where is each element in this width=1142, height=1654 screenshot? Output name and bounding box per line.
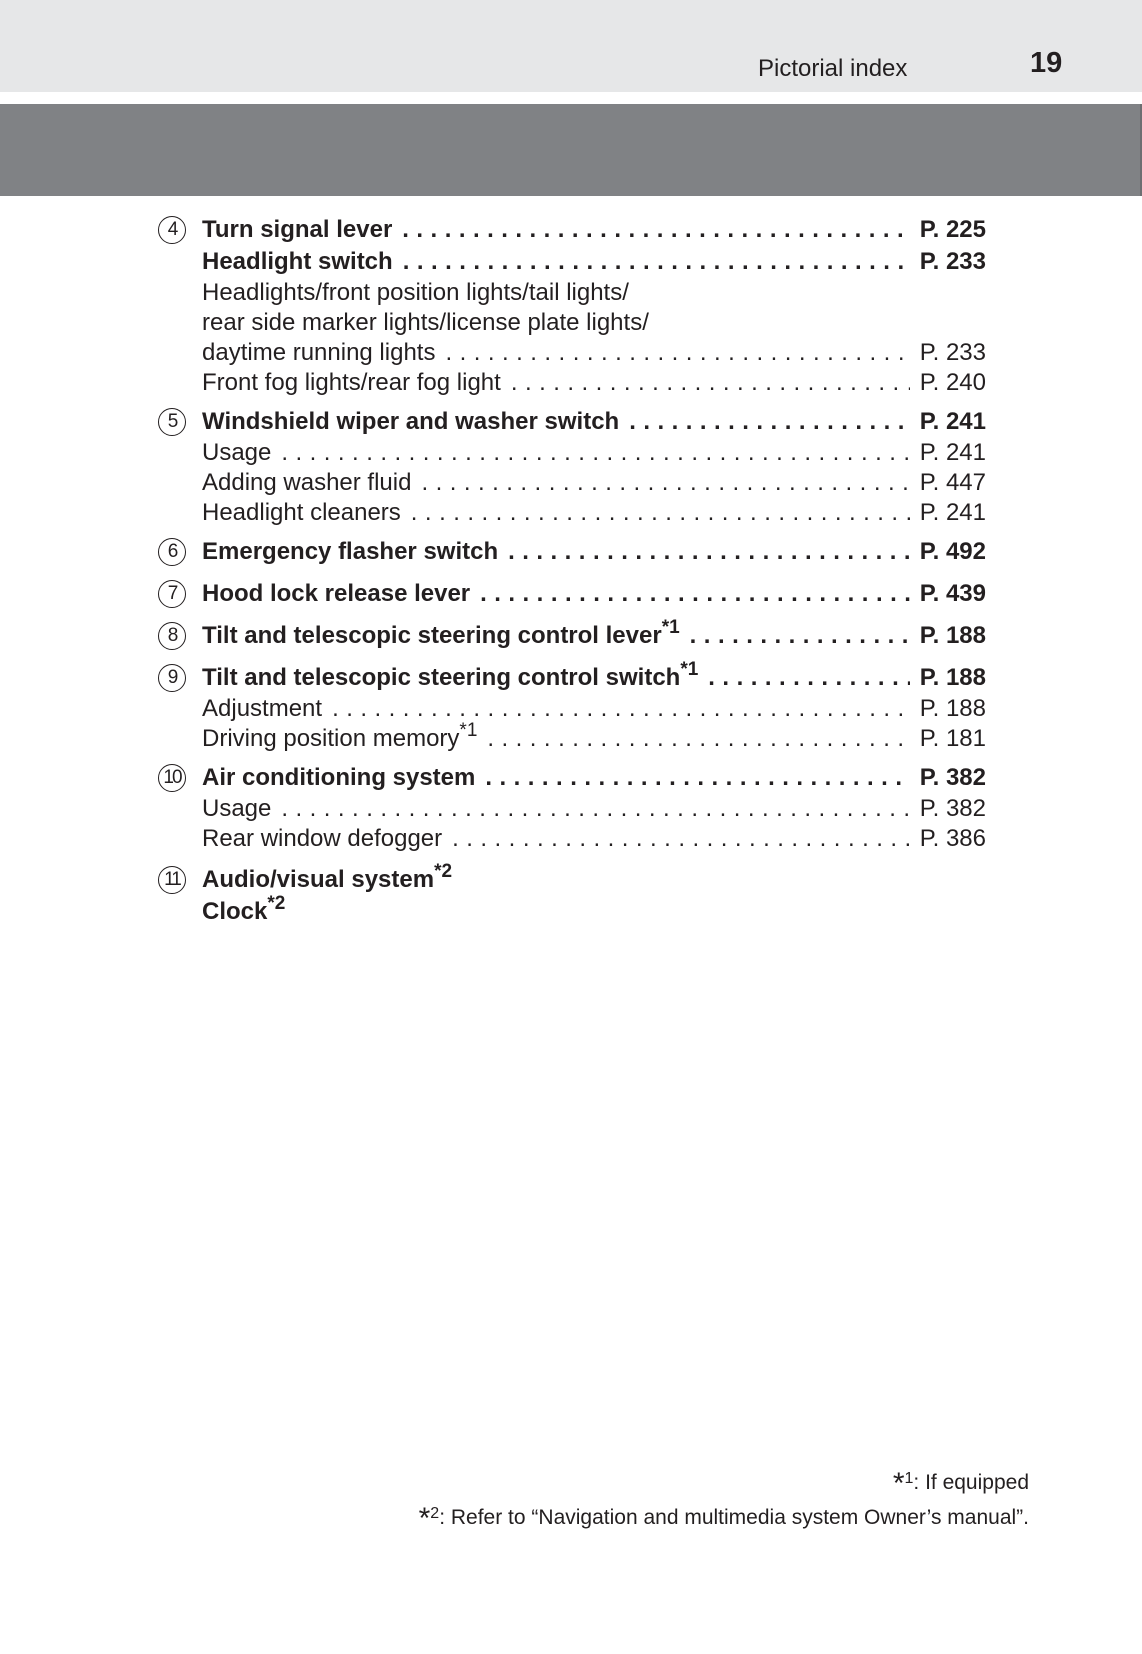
- page-reference: P. 188: [919, 622, 986, 649]
- entry-label: Audio/visual system: [202, 866, 435, 893]
- entry-label-text: daytime running lights: [202, 339, 436, 366]
- entry-subitem-row: [202, 824, 986, 854]
- dot-leader: [403, 246, 910, 278]
- page-reference: P. 181: [919, 725, 986, 752]
- entry-label-text: Usage: [202, 439, 272, 466]
- page-number: 19: [1030, 47, 1063, 79]
- dot-leader: [485, 762, 909, 794]
- entry-label: [202, 824, 442, 854]
- footnote-marker: *1: [661, 617, 680, 638]
- entry-subitem-row: [202, 720, 986, 754]
- page-reference: P. 492: [919, 538, 986, 565]
- entry-number-badge: 8: [158, 622, 186, 650]
- dot-leader: [480, 578, 910, 610]
- entry-label-text: Adding washer fluid: [202, 469, 412, 496]
- entry-label: [202, 438, 271, 468]
- page-reference: P. 382: [919, 795, 986, 822]
- entry-number-badge: 4: [158, 216, 186, 244]
- entry-heading-row: [202, 214, 986, 246]
- dot-leader: [445, 338, 909, 368]
- entry-label: [202, 762, 475, 794]
- footnote-marker: *2: [434, 861, 453, 882]
- page-reference: P. 241: [919, 499, 986, 526]
- entry-subitem: [202, 308, 986, 338]
- entry-label: [202, 617, 680, 652]
- index-entry: [156, 617, 986, 652]
- footnote-number: 2: [430, 1505, 440, 1522]
- header-band: [0, 0, 1142, 92]
- entry-label: Headlights/front position lights/tail lights/: [202, 279, 629, 306]
- entry-heading-row: [202, 578, 986, 610]
- entry-label: [202, 720, 478, 754]
- dot-leader: [281, 794, 909, 824]
- entry-subitem-row: [202, 794, 986, 824]
- footnote-text: : If equipped: [913, 1471, 1029, 1494]
- entry-label-text: Driving position memory: [202, 725, 460, 752]
- page-reference: P. 382: [919, 764, 986, 791]
- entry-number-badge: 6: [158, 538, 186, 566]
- page-reference: P. 188: [919, 664, 986, 691]
- entry-label-text: Usage: [202, 795, 272, 822]
- dot-leader: [452, 824, 910, 854]
- entry-label-text: Front fog lights/rear fog light: [202, 369, 501, 396]
- entry-subitem-row: [202, 368, 986, 398]
- entry-heading-row: [202, 246, 986, 278]
- dot-leader: [411, 498, 910, 528]
- dot-leader: [281, 438, 909, 468]
- dot-leader: [629, 406, 910, 438]
- entry-number-badge: 9: [158, 664, 186, 692]
- entry-heading-row: [202, 659, 986, 694]
- page-reference: P. 188: [919, 695, 986, 722]
- header-divider: [0, 92, 1142, 104]
- index-entry: [156, 536, 986, 568]
- page-reference: P. 225: [919, 216, 986, 243]
- entry-number-badge: 10: [158, 764, 186, 792]
- entry-heading: [202, 893, 986, 928]
- entry-label-text: Headlight switch: [202, 248, 393, 275]
- entry-label-text: Adjustment: [202, 695, 323, 722]
- footnote-star: *: [892, 1467, 905, 1500]
- entry-label-text: Headlight cleaners: [202, 499, 401, 526]
- entry-label-text: Windshield wiper and washer switch: [202, 408, 620, 435]
- dot-leader: [487, 724, 909, 754]
- entry-heading-row: [202, 406, 986, 438]
- dot-leader: [421, 468, 909, 498]
- index-entry: [156, 406, 986, 528]
- entry-label-text: Hood lock release lever: [202, 580, 471, 607]
- entry-label: [202, 406, 619, 438]
- entry-heading-row: [202, 617, 986, 652]
- entry-label-text: Turn signal lever: [202, 216, 393, 243]
- entry-label: [202, 368, 501, 398]
- page-reference: P. 439: [919, 580, 986, 607]
- dot-leader: [708, 662, 909, 694]
- entry-label: Clock: [202, 898, 268, 925]
- pictorial-index-list: [156, 214, 986, 928]
- footnotes: [419, 1464, 1029, 1534]
- entry-number-badge: 5: [158, 408, 186, 436]
- entry-label: [202, 694, 322, 724]
- entry-number-badge: 7: [158, 580, 186, 608]
- entry-label: [202, 468, 411, 498]
- footnote-text: : Refer to “Navigation and multimedia system Owner’s manual”.: [439, 1506, 1029, 1529]
- entry-subitem-row: [202, 468, 986, 498]
- entry-subitem-row: [202, 694, 986, 724]
- footnote-line: [419, 1499, 1029, 1534]
- entry-label: [202, 498, 401, 528]
- entry-label: [202, 659, 699, 694]
- page-reference: P. 447: [919, 469, 986, 496]
- entry-label-text: Air conditioning system: [202, 764, 476, 791]
- footnote-line: [419, 1464, 1029, 1499]
- entry-label-text: Tilt and telescopic steering control lever: [202, 622, 662, 649]
- entry-label: [202, 214, 392, 246]
- entry-heading-row: [202, 536, 986, 568]
- page-reference: P. 386: [919, 825, 986, 852]
- index-entry: [156, 762, 986, 854]
- footnote-star: *: [418, 1502, 431, 1535]
- dot-leader: [332, 694, 910, 724]
- entry-label: [202, 536, 498, 568]
- entry-label: [202, 794, 271, 824]
- page-reference: P. 240: [919, 369, 986, 396]
- entry-subitem: [202, 278, 986, 308]
- footnote-number: 1: [904, 1470, 914, 1487]
- footnote-marker: *1: [459, 720, 478, 741]
- entry-label-text: Emergency flasher switch: [202, 538, 499, 565]
- dot-leader: [508, 536, 910, 568]
- index-entry: [156, 214, 986, 398]
- entry-label: [202, 246, 393, 278]
- entry-number-badge: 11: [158, 866, 186, 894]
- page-reference: P. 241: [919, 439, 986, 466]
- entry-label-text: Tilt and telescopic steering control switch: [202, 664, 681, 691]
- footnote-marker: *2: [267, 893, 286, 914]
- chapter-bar: [0, 104, 1142, 196]
- entry-subitem-row: [202, 438, 986, 468]
- page-reference: P. 241: [919, 408, 986, 435]
- dot-leader: [511, 368, 910, 398]
- entry-label: [202, 338, 435, 368]
- entry-heading: [202, 861, 986, 896]
- index-entry: [156, 861, 986, 928]
- entry-subitem-row: [202, 338, 986, 368]
- entry-label-text: Rear window defogger: [202, 825, 443, 852]
- entry-subitem-row: [202, 498, 986, 528]
- entry-label: rear side marker lights/license plate lights/: [202, 309, 649, 336]
- index-entry: [156, 659, 986, 754]
- entry-label: [202, 578, 470, 610]
- entry-heading-row: [202, 762, 986, 794]
- page-reference: P. 233: [919, 248, 986, 275]
- section-title: Pictorial index: [758, 55, 908, 82]
- page-reference: P. 233: [919, 339, 986, 366]
- index-entry: [156, 578, 986, 610]
- footnote-marker: *1: [680, 659, 699, 680]
- dot-leader: [690, 620, 910, 652]
- dot-leader: [402, 214, 909, 246]
